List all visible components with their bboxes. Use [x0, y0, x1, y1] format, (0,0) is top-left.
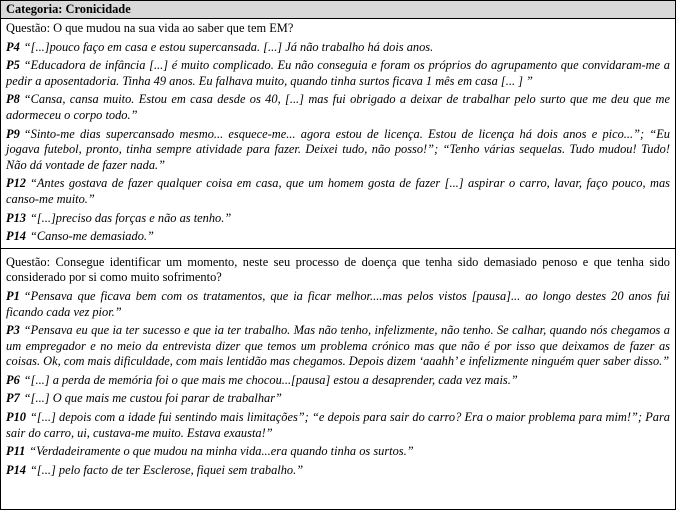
quote-text: “[...] O que mais me custou foi parar de trabalhar”	[23, 391, 282, 406]
category-header: Categoria: Cronicidade	[1, 1, 675, 19]
participant-id: P7	[6, 391, 20, 406]
entry	[6, 40, 670, 56]
entry	[6, 463, 670, 479]
participant-id: P9	[6, 126, 20, 141]
participant-id: P12	[6, 176, 26, 191]
entry	[6, 176, 670, 207]
entry	[6, 373, 670, 389]
participant-id: P6	[6, 372, 20, 387]
quote-text: “Verdadeiramente o que mudou na minha vida...era quando tinha os surtos.”	[29, 444, 414, 459]
participant-id: P5	[6, 58, 20, 73]
entry	[6, 289, 670, 320]
entry	[6, 92, 670, 123]
entry	[6, 410, 670, 441]
entry	[6, 58, 670, 89]
participant-id: P14	[6, 462, 26, 477]
quote-text: “Pensava que ficava bem com os tratamentos, que ia ficar melhor....mas pelos vistos [pausa]... ao longo destes 20 anos fui ficando cada vez pior.”	[6, 288, 670, 319]
section-1	[1, 19, 675, 245]
entry	[6, 323, 670, 370]
quote-text: “[...] pelo facto de ter Esclerose, fiquei sem trabalho.”	[29, 462, 304, 477]
section-2	[1, 248, 675, 479]
quote-text: “Educadora de infância [...] é muito complicado. Eu não conseguia e foram os próprios do agrupamento que convidaram-me a pedir a aposentadoria. Tinha 49 anos. Eu falhava muito, quando tinha surtos ficava 1 mês em casa [... ] ”	[6, 58, 670, 88]
quote-text: “Cansa, cansa muito. Estou em casa desde os 40, [...] mas fui obrigado a deixar de trabalhar pelo surto que me deu que me adormeceu o corpo todo.”	[6, 92, 670, 122]
participant-id: P3	[6, 323, 20, 338]
quote-text: “Canso-me demasiado.”	[29, 229, 154, 244]
participant-id: P4	[6, 39, 20, 54]
participant-id: P8	[6, 92, 20, 107]
quote-text: “[...] depois com a idade fui sentindo mais limitações”; “e depois para sair do carro? Era o maior problema para mim!”; Para sair do carro, ui, custava-me muito. Estava exausta!”	[6, 410, 670, 440]
quote-text: “Sinto-me dias supercansado mesmo... esquece-me... agora estou de licença. Estou de licença há dois anos e pico...”; “Eu jogava futebol, pronto, tinha sempre atividade para fazer. Deixei tudo, não posso!”; “Tenho várias sequelas. Tudo mudou! Tudo! Não dá vontade de fazer nada.”	[6, 126, 670, 172]
participant-id: P13	[6, 210, 26, 225]
quote-text: “[...]pouco faço em casa e estou supercansada. [...] Já não trabalho há dois anos.	[23, 39, 434, 54]
entry	[6, 229, 670, 245]
entry	[6, 127, 670, 174]
participant-id: P11	[6, 444, 26, 459]
quote-text: “Antes gostava de fazer qualquer coisa em casa, que um homem gosta de fazer [...] aspirar o carro, lavar, faço pouco, mas canso-me muito.”	[6, 176, 670, 206]
quote-text: “[...] a perda de memória foi o que mais me chocou...[pausa] estou a desaprender, cada vez mais.”	[23, 372, 518, 387]
participant-id: P10	[6, 410, 26, 425]
participant-id: P14	[6, 229, 26, 244]
quote-text: “Pensava eu que ia ter sucesso e que ia ter trabalho. Mas não tenho, infelizmente, não tenho. Se calhar, quando nós chegamos a um empregador e no meio da entrevista dizer que temos um problema crónico mas que não é por isso que deixamos de fazer as coisas. Ok, com mais dificuldade, com mais lentidão mas chegamos. Depois dizem ‘aaahh’ e infelizmente ninguém quer saber disso.”	[6, 323, 670, 369]
quote-text: “[...]preciso das forças e não as tenho.”	[29, 210, 232, 225]
entry	[6, 391, 670, 407]
participant-id: P1	[6, 288, 20, 303]
entry	[6, 444, 670, 460]
entry	[6, 211, 670, 227]
question-1: Questão: O que mudou na sua vida ao saber que tem EM?	[6, 21, 294, 35]
question-2: Questão: Consegue identificar um momento, neste seu processo de doença que tenha sido demasiado penoso e que tenha sido considerado por si como muito sofrimento?	[6, 254, 670, 285]
